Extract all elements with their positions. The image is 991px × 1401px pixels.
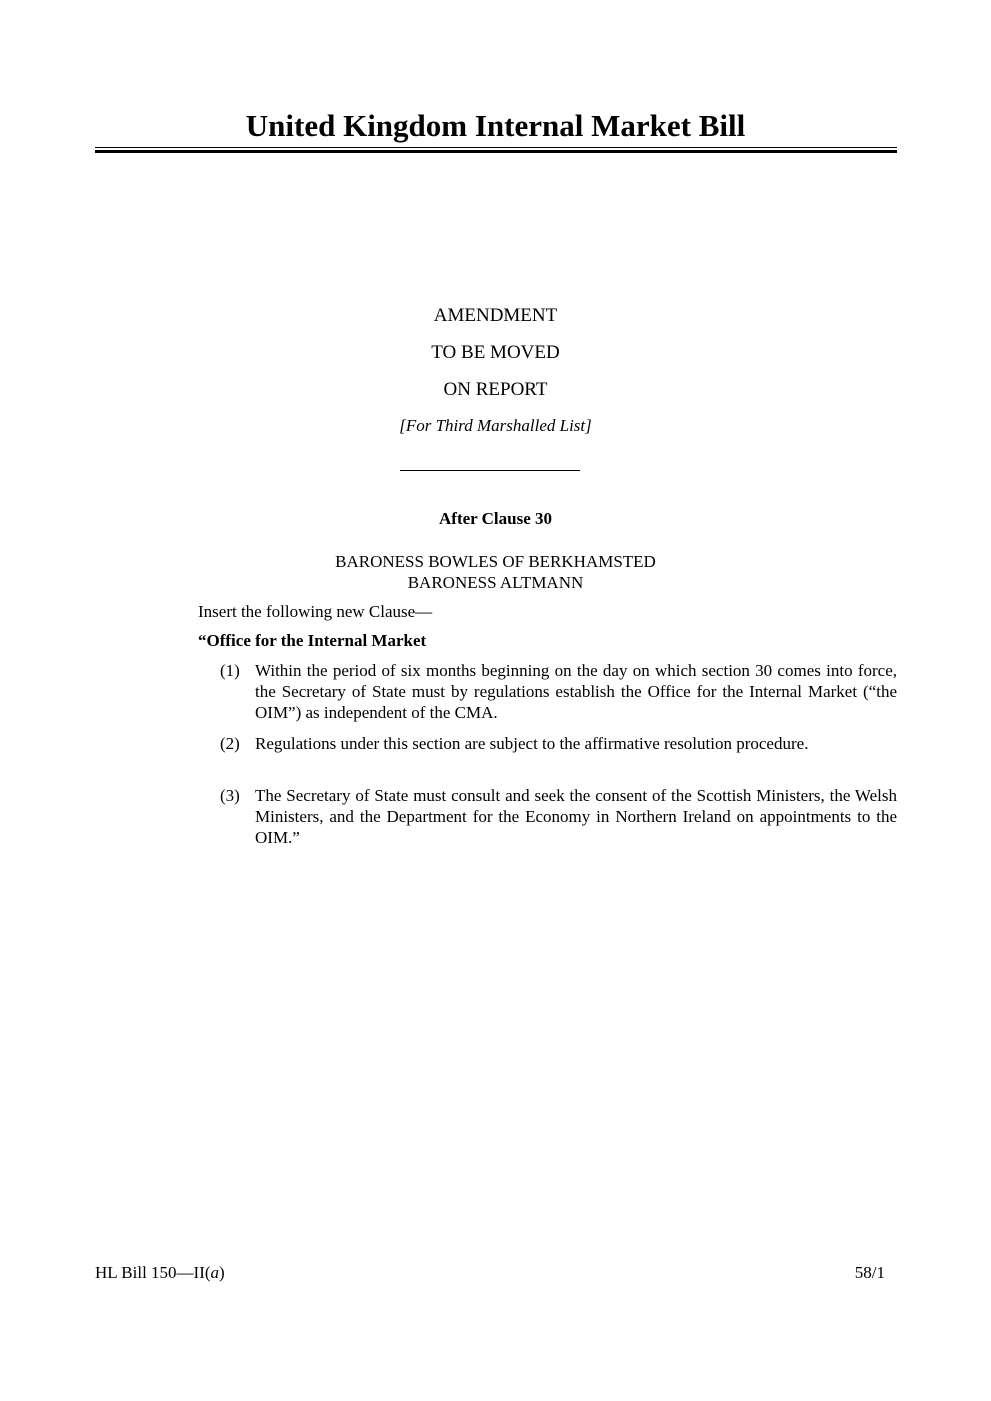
page-reference: 58/1: [854, 1263, 885, 1282]
cover-on-report: ON REPORT: [443, 379, 548, 400]
paragraph-number: (1): [220, 661, 240, 680]
title-rule-thin: [95, 147, 897, 148]
paragraph-text: Regulations under this section are subject to the affirmative resolution procedure.: [255, 734, 809, 753]
cover-to-be-moved: TO BE MOVED: [431, 342, 560, 363]
bill-reference-close: ): [219, 1263, 225, 1282]
cover-amendment: AMENDMENT: [433, 305, 558, 326]
amendment-instruction: Insert the following new Clause—: [198, 602, 433, 621]
clause-paragraph: [220, 660, 897, 723]
paragraph-text: The Secretary of State must consult and seek the consent of the Scottish Ministers, the Welsh Ministers, and the Department for the Economy in Northern Ireland on appointments to the OIM.”: [255, 786, 897, 847]
document-title: United Kingdom Internal Market Bill: [245, 108, 746, 143]
title-rule-thick: [95, 150, 897, 153]
paragraph-number: (3): [220, 786, 240, 805]
mover-name: BARONESS BOWLES OF BERKHAMSTED: [335, 552, 656, 571]
bill-reference-suffix-letter: a: [210, 1263, 220, 1282]
movers: [0, 551, 991, 593]
separator-rule: [400, 470, 580, 471]
paragraph-number: (2): [220, 734, 240, 753]
clause-heading: “Office for the Internal Market: [198, 631, 427, 650]
mover-name: BARONESS ALTMANN: [407, 573, 584, 592]
amendment-position: After Clause 30: [439, 509, 552, 528]
bill-reference-prefix: HL Bill 150—II(: [95, 1263, 211, 1282]
marshalled-list-note: [For Third Marshalled List]: [399, 416, 592, 435]
bill-reference: [95, 1263, 225, 1283]
paragraph-text: Within the period of six months beginning on the day on which section 30 comes into force, the Secretary of State must by regulations establish the Office for the Internal Market (“the OIM”) as independent of the CMA.: [255, 661, 897, 722]
clause-paragraph: [220, 733, 897, 754]
clause-paragraph: [220, 785, 897, 848]
